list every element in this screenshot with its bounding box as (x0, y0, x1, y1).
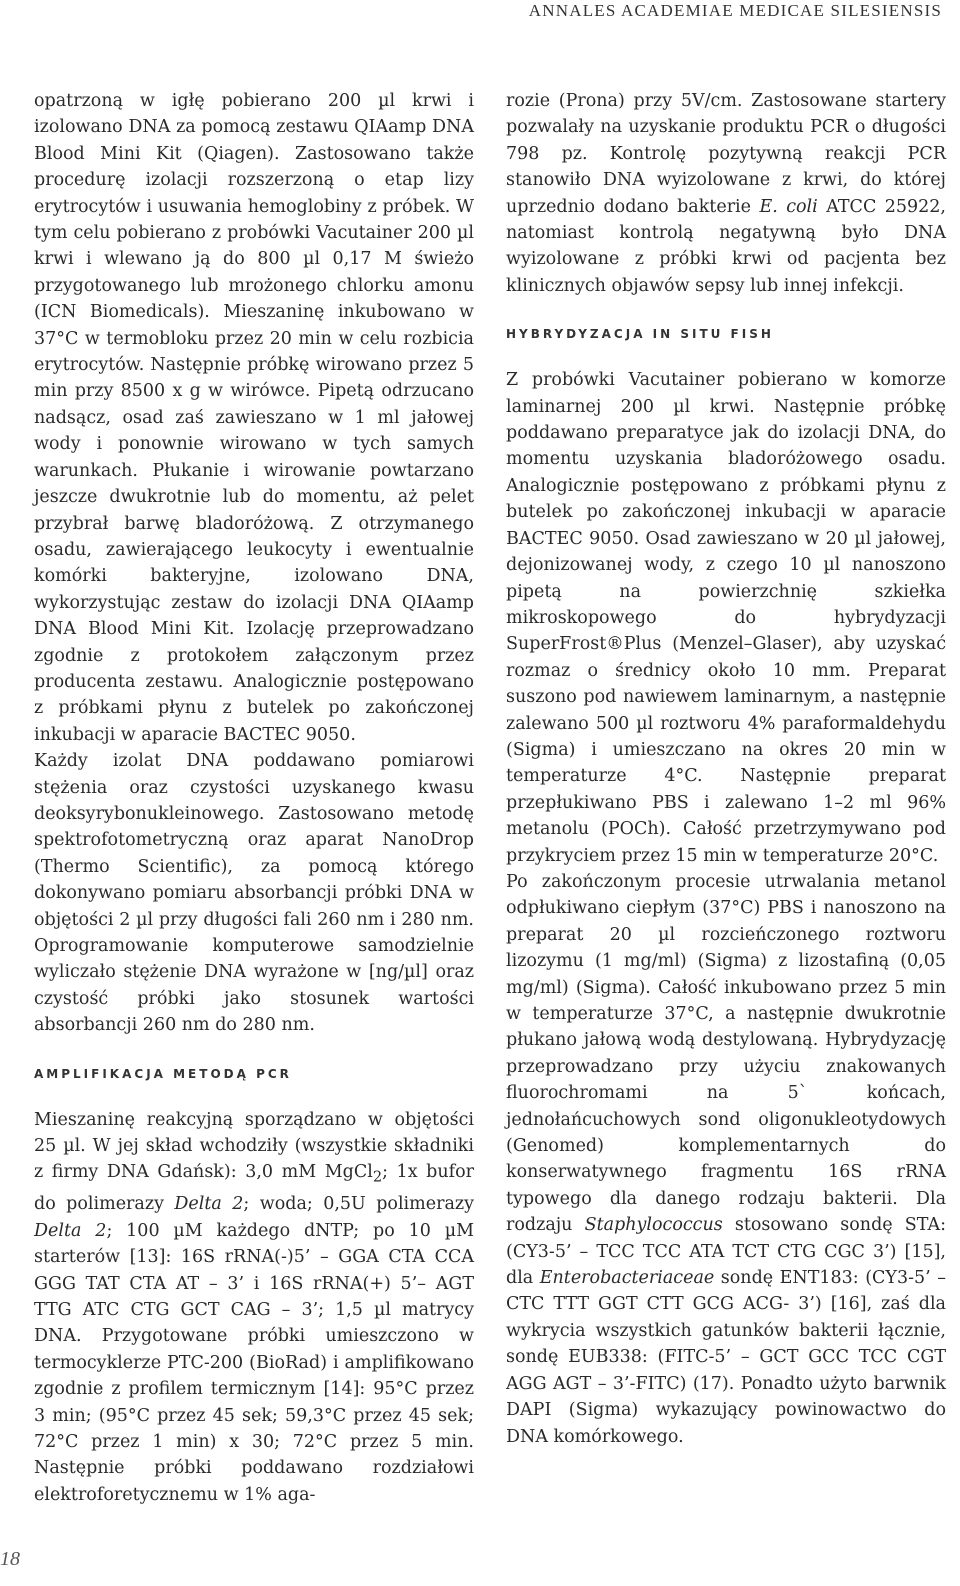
italic-term: E. coli (759, 196, 818, 217)
journal-title: ANNALES ACADEMIAE MEDICAE SILESIENSIS (528, 1, 942, 20)
text-run: stosowano sondę STA: (CY3-5’ – TCC TCC ATA TCT CTG CGC 3’) [15], dla (506, 1215, 946, 1289)
text-run: rozie (Prona) przy 5V/cm. Zastosowane startery pozwalały na uzyskanie produktu PCR o długości 798 pz. Kontrolę pozytywną reakcji PCR stanowiło DNA wyizolowane z krwi, do której uprzednio dodano bakterie (506, 91, 946, 217)
section-heading-pcr: AMPLIFIKACJA METODĄ PCR (34, 1066, 292, 1081)
left-column (34, 88, 474, 1508)
italic-term: Staphylococcus (584, 1215, 723, 1236)
text-run: ; woda; 0,5U polimerazy (243, 1194, 474, 1215)
paragraph (506, 88, 946, 299)
text-run: ; 100 µM każdego dNTP; po 10 µM starterów [13]: 16S rRNA(-)5’ – GGA CTA CCA GGG TAT CTA AT – 3’ i 16S rRNA(+) 5’– AGT TTG ATC CTG GCT CAG – 3’; 1,5 µl matrycy DNA. Przygotowane próbki umieszczono w termocyklerze PTC-200 (BioRad) i amplifikowano zgodnie z profilem termicznym [14]: 95°C przez 3 min; (95°C przez 45 sek; 59,3°C przez 45 sek; 72°C przez 1 min) x 30; 72°C przez 5 min. Następnie próbki poddawano rozdziałowi elektroforetycznemu w 1% aga- (34, 1220, 474, 1505)
page-number: 18 (0, 1548, 20, 1570)
italic-term: Delta 2 (34, 1220, 107, 1241)
italic-term: Enterobacteriaceae (539, 1268, 715, 1289)
paragraph (34, 1107, 474, 1509)
subscript: 2 (372, 1168, 383, 1186)
paragraph (506, 869, 946, 1450)
text-run: sondę ENT183: (CY3-5’ – CTC TTT GGT CTT GCG ACG- 3’) [16], zaś dla wykrycia wszystkich gatunków bakterii łącznie, sondę EUB338: (FITC-5’ – GCT GCC TCC CGT AGG AGT – 3’-FITC) (17). Ponadto użyto barwnik DAPI (Sigma) wykazujący powinowactwo do DNA komórkowego. (506, 1268, 946, 1447)
text-run: ATCC 25922, natomiast kontrolą negatywną było DNA wyizolowane z próbki krwi od pacjenta bez klinicznych objawów sepsy lub innej infekcji. (506, 196, 946, 296)
italic-term: Delta 2 (174, 1194, 244, 1215)
text-run: ; 1x bufor do polimerazy (34, 1162, 474, 1215)
paragraph: opatrzoną w igłę pobierano 200 µl krwi i izolowano DNA za pomocą zestawu QIAamp DNA Blood Mini Kit (Qiagen). Zastosowano także procedurę izolacji rozszerzoną o etap lizy erytrocytów i usuwania hemoglobiny z próbek. W tym celu pobierano z probówki Vacutainer 200 µl krwi i wlewano ją do 800 µl 0,17 M świeżo przygotowanego lub mrożonego chlorku amonu (ICN Biomedicals). Mieszaninę inkubowano w 37°C w termobloku przez 20 min w celu rozbicia erytrocytów. Następnie próbkę wirowano przez 5 min przy 8500 x g w wirówce. Pipetą odrzucano nadsącz, osad zaś zawieszano w 1 ml jałowej wody i ponownie wirowano w tych samych warunkach. Płukanie i wirowanie powtarzano jeszcze dwukrotnie lub do momentu, aż pelet przybrał barwę bladoróżową. Z otrzymanego osadu, zawierającego leukocyty i ewentualnie komórki bakteryjne, izolowano DNA, wykorzystując zestaw do izolacji DNA QIAamp DNA Blood Mini Kit. Izolację przeprowadzano zgodnie z protokołem załączonym przez producenta zestawu. Analogicznie postępowano z próbkami płynu z butelek po zakończonej inkubacji w aparacie BACTEC 9050. (34, 91, 474, 745)
text-run: Po zakończonym procesie utrwalania metanol odpłukiwano ciepłym (37°C) PBS i nanoszono na preparat 20 µl rozcieńczonego roztworu lizozymu (1 mg/ml) (Sigma) z lizostafiną (0,05 mg/ml) (Sigma). Całość inkubowano przez 5 min w temperaturze 37°C, a następnie dwukrotnie płukano jałową wodą destylowaną. Hybrydyzację przeprowadzano przy użyciu znakowanych fluorochromami na 5` końcach, jednołańcuchowych sond oligonukleotydowych (Genomed) komplementarnych do konserwatywnego fragmentu 16S rRNA typowego dla danego rodzaju bakterii. Dla rodzaju (506, 871, 946, 1236)
text-run: Mieszaninę reakcyjną sporządzano w objętości 25 µl. W jej skład wchodziły (wszystkie składniki z firmy DNA Gdańsk): 3,0 mM MgCl (34, 1109, 474, 1183)
section-heading-fish: HYBRYDYZACJA IN SITU FISH (506, 327, 774, 342)
right-column (506, 88, 946, 1450)
paragraph: Z probówki Vacutainer pobierano w komorze laminarnej 200 µl krwi. Następnie próbkę poddawano preparatyce jak do izolacji DNA, do momentu uzyskania bladoróżowego osadu. Analogicznie postępowano z próbkami płynu z butelek po zakończonej inkubacji w aparacie BACTEC 9050. Osad zawieszano w 20 µl jałowej, dejonizowanej wody, z czego 10 µl nanoszono pipetą na powierzchnię szkiełka mikroskopowego do hybrydyzacji SuperFrost®Plus (Menzel–Glaser), aby uzyskać rozmaz o średnicy około 10 mm. Preparat suszono pod nawiewem laminarnym, a następnie zalewano 500 µl roztworu 4% paraformaldehydu (Sigma) i umieszczano na okres 20 min w temperaturze 4°C. Następnie preparat przepłukiwano PBS i zalewano 1–2 ml 96% metanolu (POCh). Całość przetrzymywano pod przykryciem przez 15 min w temperaturze 20°C. (506, 370, 946, 866)
paragraph: Każdy izolat DNA poddawano pomiarowi stężenia oraz czystości uzyskanego kwasu deoksyrybonukleinowego. Zastosowano metodę spektrofotometryczną oraz aparat NanoDrop (Thermo Scientific), za pomocą którego dokonywano pomiaru absorbancji próbki DNA w objętości 2 µl przy długości fali 260 nm i 280 nm. Oprogramowanie komputerowe samodzielnie wyliczało stężenie DNA wyrażone w [ng/µl] oraz czystość próbki jako stosunek wartości absorbancji 260 nm do 280 nm. (34, 751, 474, 1036)
